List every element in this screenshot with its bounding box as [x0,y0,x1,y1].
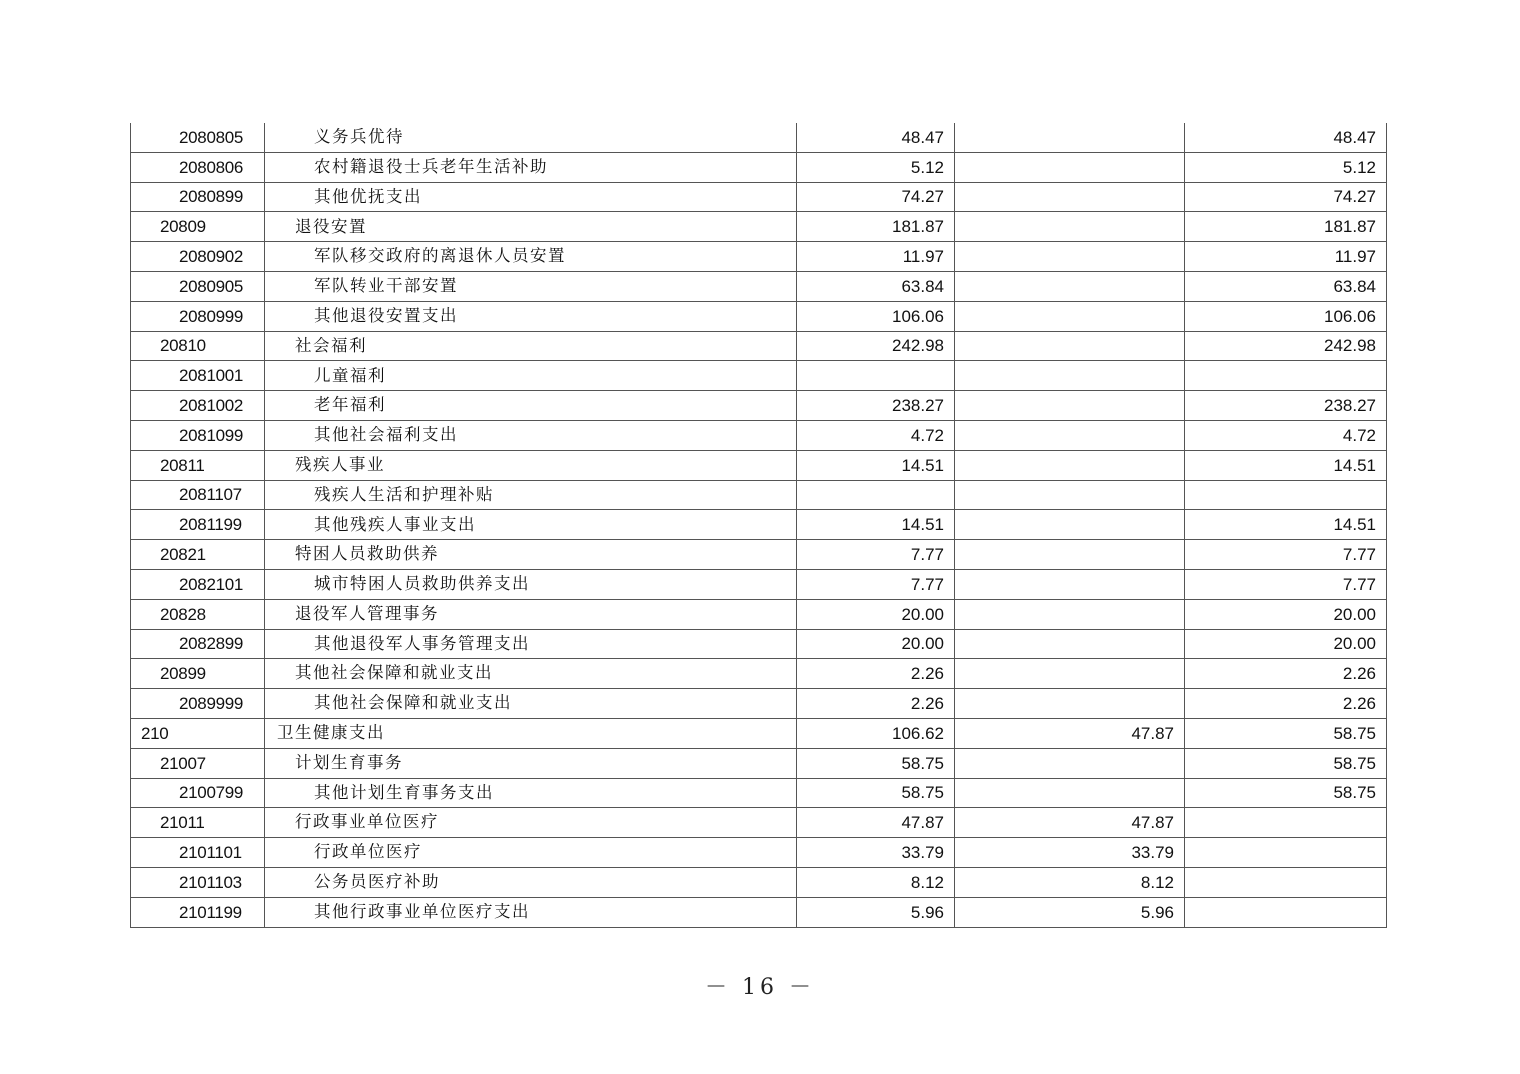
basic-amount-cell: 47.87 [955,808,1185,838]
project-amount-cell: 74.27 [1185,182,1387,212]
project-amount-cell: 2.26 [1185,659,1387,689]
table-row [131,480,1387,510]
total-amount-cell: 7.77 [797,540,955,570]
total-amount-cell: 5.12 [797,152,955,182]
project-amount-cell: 20.00 [1185,599,1387,629]
table-body [131,123,1387,927]
table-row [131,897,1387,927]
account-name-cell: 其他社会福利支出 [265,420,797,450]
table-row [131,689,1387,719]
account-code-cell: 20810 [131,331,265,361]
table-row [131,182,1387,212]
account-name-cell: 儿童福利 [265,361,797,391]
total-amount-cell: 20.00 [797,599,955,629]
table-row [131,331,1387,361]
project-amount-cell: 7.77 [1185,569,1387,599]
table-row [131,450,1387,480]
budget-expenditure-table [130,123,1387,928]
account-name-cell: 社会福利 [265,331,797,361]
account-name-cell: 计划生育事务 [265,748,797,778]
table-row [131,212,1387,242]
project-amount-cell: 4.72 [1185,420,1387,450]
total-amount-cell: 106.06 [797,301,955,331]
basic-amount-cell [955,242,1185,272]
basic-amount-cell [955,599,1185,629]
account-code-cell: 2089999 [131,689,265,719]
total-amount-cell: 58.75 [797,778,955,808]
basic-amount-cell: 33.79 [955,838,1185,868]
account-code-cell: 2081002 [131,391,265,421]
project-amount-cell [1185,361,1387,391]
table-row [131,391,1387,421]
account-code-cell: 210 [131,718,265,748]
account-name-cell: 义务兵优待 [265,123,797,152]
project-amount-cell [1185,808,1387,838]
table-row [131,301,1387,331]
account-name-cell: 行政事业单位医疗 [265,808,797,838]
table-row [131,510,1387,540]
table-row [131,361,1387,391]
total-amount-cell: 74.27 [797,182,955,212]
total-amount-cell: 58.75 [797,748,955,778]
table-row [131,569,1387,599]
table-row [131,599,1387,629]
basic-amount-cell [955,391,1185,421]
total-amount-cell: 5.96 [797,897,955,927]
table-row [131,838,1387,868]
total-amount-cell [797,480,955,510]
account-code-cell: 2080805 [131,123,265,152]
account-code-cell: 2101101 [131,838,265,868]
total-amount-cell: 33.79 [797,838,955,868]
project-amount-cell: 58.75 [1185,778,1387,808]
account-name-cell: 其他优抚支出 [265,182,797,212]
account-name-cell: 残疾人生活和护理补贴 [265,480,797,510]
page-number: － 16 － [705,975,815,1000]
basic-amount-cell [955,450,1185,480]
project-amount-cell [1185,897,1387,927]
basic-amount-cell [955,778,1185,808]
basic-amount-cell [955,182,1185,212]
table-row [131,420,1387,450]
total-amount-cell: 63.84 [797,271,955,301]
project-amount-cell: 58.75 [1185,748,1387,778]
basic-amount-cell [955,629,1185,659]
basic-amount-cell [955,271,1185,301]
basic-amount-cell [955,420,1185,450]
account-code-cell: 2081199 [131,510,265,540]
account-name-cell: 公务员医疗补助 [265,867,797,897]
project-amount-cell: 14.51 [1185,510,1387,540]
account-code-cell: 20828 [131,599,265,629]
total-amount-cell: 48.47 [797,123,955,152]
total-amount-cell: 11.97 [797,242,955,272]
account-code-cell: 2080902 [131,242,265,272]
project-amount-cell [1185,838,1387,868]
project-amount-cell: 2.26 [1185,689,1387,719]
total-amount-cell [797,361,955,391]
account-code-cell: 2081107 [131,480,265,510]
basic-amount-cell: 5.96 [955,897,1185,927]
account-code-cell: 20811 [131,450,265,480]
account-code-cell: 20809 [131,212,265,242]
total-amount-cell: 47.87 [797,808,955,838]
basic-amount-cell [955,748,1185,778]
table-row [131,152,1387,182]
project-amount-cell: 14.51 [1185,450,1387,480]
project-amount-cell [1185,867,1387,897]
account-code-cell: 2100799 [131,778,265,808]
basic-amount-cell [955,152,1185,182]
account-name-cell: 其他退役安置支出 [265,301,797,331]
table-row [131,242,1387,272]
total-amount-cell: 7.77 [797,569,955,599]
project-amount-cell: 20.00 [1185,629,1387,659]
total-amount-cell: 106.62 [797,718,955,748]
account-name-cell: 其他计划生育事务支出 [265,778,797,808]
basic-amount-cell [955,689,1185,719]
table-row [131,808,1387,838]
account-name-cell: 退役军人管理事务 [265,599,797,629]
basic-amount-cell [955,659,1185,689]
account-name-cell: 军队移交政府的离退休人员安置 [265,242,797,272]
account-name-cell: 特困人员救助供养 [265,540,797,570]
project-amount-cell: 63.84 [1185,271,1387,301]
table-row [131,123,1387,152]
project-amount-cell: 7.77 [1185,540,1387,570]
total-amount-cell: 8.12 [797,867,955,897]
project-amount-cell: 181.87 [1185,212,1387,242]
account-name-cell: 退役安置 [265,212,797,242]
basic-amount-cell [955,569,1185,599]
total-amount-cell: 14.51 [797,510,955,540]
account-code-cell: 20899 [131,659,265,689]
basic-amount-cell: 8.12 [955,867,1185,897]
account-name-cell: 其他行政事业单位医疗支出 [265,897,797,927]
account-code-cell: 2080999 [131,301,265,331]
account-name-cell: 老年福利 [265,391,797,421]
table-row [131,778,1387,808]
basic-amount-cell [955,480,1185,510]
basic-amount-cell [955,540,1185,570]
table-row [131,867,1387,897]
account-code-cell: 2080806 [131,152,265,182]
account-code-cell: 21011 [131,808,265,838]
basic-amount-cell: 47.87 [955,718,1185,748]
table-row [131,540,1387,570]
project-amount-cell: 58.75 [1185,718,1387,748]
table-row [131,718,1387,748]
account-name-cell: 军队转业干部安置 [265,271,797,301]
total-amount-cell: 242.98 [797,331,955,361]
project-amount-cell: 242.98 [1185,331,1387,361]
basic-amount-cell [955,331,1185,361]
total-amount-cell: 181.87 [797,212,955,242]
total-amount-cell: 2.26 [797,659,955,689]
total-amount-cell: 238.27 [797,391,955,421]
total-amount-cell: 4.72 [797,420,955,450]
basic-amount-cell [955,212,1185,242]
account-code-cell: 2101103 [131,867,265,897]
table-row [131,748,1387,778]
project-amount-cell: 106.06 [1185,301,1387,331]
project-amount-cell [1185,480,1387,510]
account-code-cell: 2101199 [131,897,265,927]
table-row [131,659,1387,689]
account-code-cell: 2082899 [131,629,265,659]
project-amount-cell: 5.12 [1185,152,1387,182]
account-code-cell: 21007 [131,748,265,778]
basic-amount-cell [955,361,1185,391]
account-code-cell: 2080905 [131,271,265,301]
account-name-cell: 其他社会保障和就业支出 [265,659,797,689]
table-row [131,271,1387,301]
table-row [131,629,1387,659]
account-name-cell: 行政单位医疗 [265,838,797,868]
account-name-cell: 农村籍退役士兵老年生活补助 [265,152,797,182]
basic-amount-cell [955,123,1185,152]
total-amount-cell: 14.51 [797,450,955,480]
total-amount-cell: 2.26 [797,689,955,719]
account-code-cell: 2081001 [131,361,265,391]
account-name-cell: 城市特困人员救助供养支出 [265,569,797,599]
account-name-cell: 其他社会保障和就业支出 [265,689,797,719]
project-amount-cell: 48.47 [1185,123,1387,152]
account-name-cell: 其他退役军人事务管理支出 [265,629,797,659]
account-code-cell: 2080899 [131,182,265,212]
account-name-cell: 卫生健康支出 [265,718,797,748]
basic-amount-cell [955,510,1185,540]
project-amount-cell: 238.27 [1185,391,1387,421]
account-code-cell: 2081099 [131,420,265,450]
total-amount-cell: 20.00 [797,629,955,659]
account-name-cell: 其他残疾人事业支出 [265,510,797,540]
account-code-cell: 20821 [131,540,265,570]
account-code-cell: 2082101 [131,569,265,599]
basic-amount-cell [955,301,1185,331]
project-amount-cell: 11.97 [1185,242,1387,272]
account-name-cell: 残疾人事业 [265,450,797,480]
